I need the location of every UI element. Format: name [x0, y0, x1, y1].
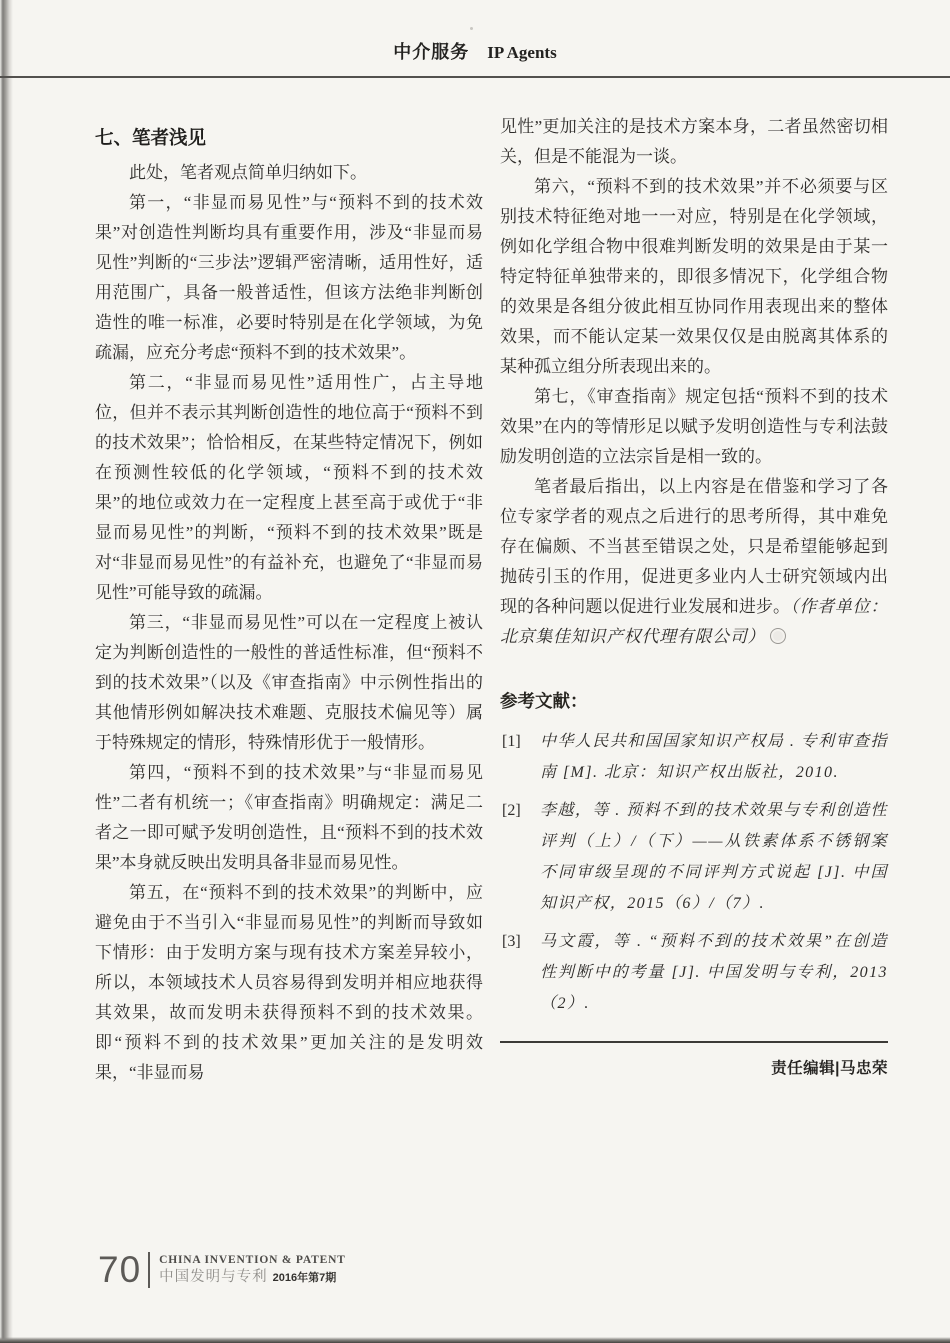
page-number: 70: [98, 1249, 142, 1290]
editor-credit: 责任编辑|马忠荣: [771, 1060, 888, 1077]
section-category-en: IP Agents: [487, 43, 557, 62]
journal-title-cn: 中国发明与专利: [159, 1269, 268, 1286]
reference-text: 马文霞，等 . “预料不到的技术效果”在创造性判断中的考量 [J]. 中国发明与专利，2013（2）.: [540, 933, 888, 1012]
journal-info: [159, 1255, 346, 1286]
references-section: [500, 690, 888, 1019]
paragraph-point-2: 第二，“非显而易见性”适用性广，占主导地位，但并不表示其判断创造性的地位高于“预料不到的技术效果”；恰恰相反，在某些特定情况下，例如在预测性较低的化学领域，“预料不到的技术效果”的地位或效力在一定程度上甚至高于或优于“非显而易见性”的判断，“预料不到的技术效果”既是对“非显而易见性”的有益补充，也避免了“非显而易见性”可能导致的疏漏。: [95, 373, 483, 602]
article-end-mark-icon: [770, 628, 786, 644]
references-heading: 参考文献：: [500, 691, 588, 711]
reference-text: 中华人民共和国国家知识产权局 . 专利审查指南 [M]. 北京：知识产权出版社，2010.: [540, 733, 888, 781]
paragraph-point-5: 第五，在“预料不到的技术效果”的判断中，应避免由于不当引入“非显而易见性”的判断而导致如下情形：由于发明方案与现有技术方案差异较小，所以，本领域技术人员容易得到发明并相应地获得其效果，故而发明未获得预料不到的技术效果。即“预料不到的技术效果”更加关注的是发明效果，“非显而易: [95, 883, 483, 1082]
paragraph-point-7: 第七，《审查指南》规定包括“预料不到的技术效果”在内的等情形足以赋予发明创造性与专利法鼓励发明创造的立法宗旨是相一致的。: [500, 387, 888, 466]
closing-text: 笔者最后指出，以上内容是在借鉴和学习了各位专家学者的观点之后进行的思考所得，其中难免存在偏颇、不当甚至错误之处，只是希望能够起到抛砖引玉的作用，促进更多业内人士研究领域内出现的各种问题以促进行业发展和进步。: [500, 477, 888, 616]
section-category-cn: 中介服务: [393, 42, 470, 62]
paragraph-point-3: 第三，“非显而易见性”可以在一定程度上被认定为判断创造性的一般性的普适性标准，但“预料不到的技术效果”（以及《审查指南》中示例性指出的其他情形例如解决技术难题、克服技术偏见等）属于特殊规定的情形，特殊情形优于一般情形。: [95, 613, 483, 752]
paragraph-point-4: 第四，“预料不到的技术效果”与“非显而易见性”二者有机统一；《审查指南》明确规定：满足二者之一即可赋予发明创造性，且“预料不到的技术效果”本身就反映出发明具备非显而易见性。: [95, 763, 483, 872]
reference-item-2: [500, 795, 888, 919]
footer-divider: [148, 1252, 150, 1288]
page-footer: [98, 1249, 346, 1290]
reference-marker: [3]: [502, 933, 521, 950]
scan-speck: [470, 27, 473, 30]
author-affiliation: （作者单位：北京集佳知识产权代理有限公司）: [500, 597, 888, 646]
paragraph-point-5-continued: 见性”更加关注的是技术方案本身，二者虽然密切相关，但是不能混为一谈。: [500, 117, 888, 166]
header-rule: [0, 76, 950, 78]
editor-credit-block: [500, 1041, 888, 1084]
scan-bottom-edge-shadow: [0, 1337, 950, 1343]
running-header: [0, 38, 950, 64]
journal-title-en: CHINA INVENTION & PATENT: [159, 1253, 346, 1266]
reference-item-3: [500, 926, 888, 1019]
reference-marker: [1]: [502, 733, 521, 750]
left-column: [95, 118, 483, 1088]
scan-left-edge-shadow: [0, 0, 13, 1343]
reference-item-1: [500, 726, 888, 788]
journal-issue: 2016年第7期: [272, 1272, 337, 1285]
paragraph-closing: [500, 472, 888, 652]
reference-text: 李越，等 . 预料不到的技术效果与专利创造性评判（上）/（下）——从铁素体系不锈钢案不同审级呈现的不同评判方式说起 [J]. 中国知识产权，2015（6）/（7）.: [540, 802, 888, 912]
paragraph-intro: 此处，笔者观点简单归纳如下。: [129, 163, 367, 182]
section-heading: 七、笔者浅见: [95, 127, 207, 148]
paragraph-point-1: 第一，“非显而易见性”与“预料不到的技术效果”对创造性判断均具有重要作用，涉及“非显而易见性”判断的“三步法”逻辑严密清晰，适用性好，适用范围广，具备一般普适性，但该方法绝非判断创造性的唯一标准，必要时特别是在化学领域，为免疏漏，应充分考虑“预料不到的技术效果”。: [95, 193, 483, 362]
right-column: [500, 112, 888, 1084]
paragraph-point-6: 第六，“预料不到的技术效果”并不必须要与区别技术特征绝对地一一对应，特别是在化学领域，例如化学组合物中很难判断发明的效果是由于某一特定特征单独带来的，即很多情况下，化学组合物的效果是各组分彼此相互协同作用表现出来的整体效果，而不能认定某一效果仅仅是由脱离其体系的某种孤立组分所表现出来的。: [500, 177, 888, 376]
reference-marker: [2]: [502, 802, 521, 819]
